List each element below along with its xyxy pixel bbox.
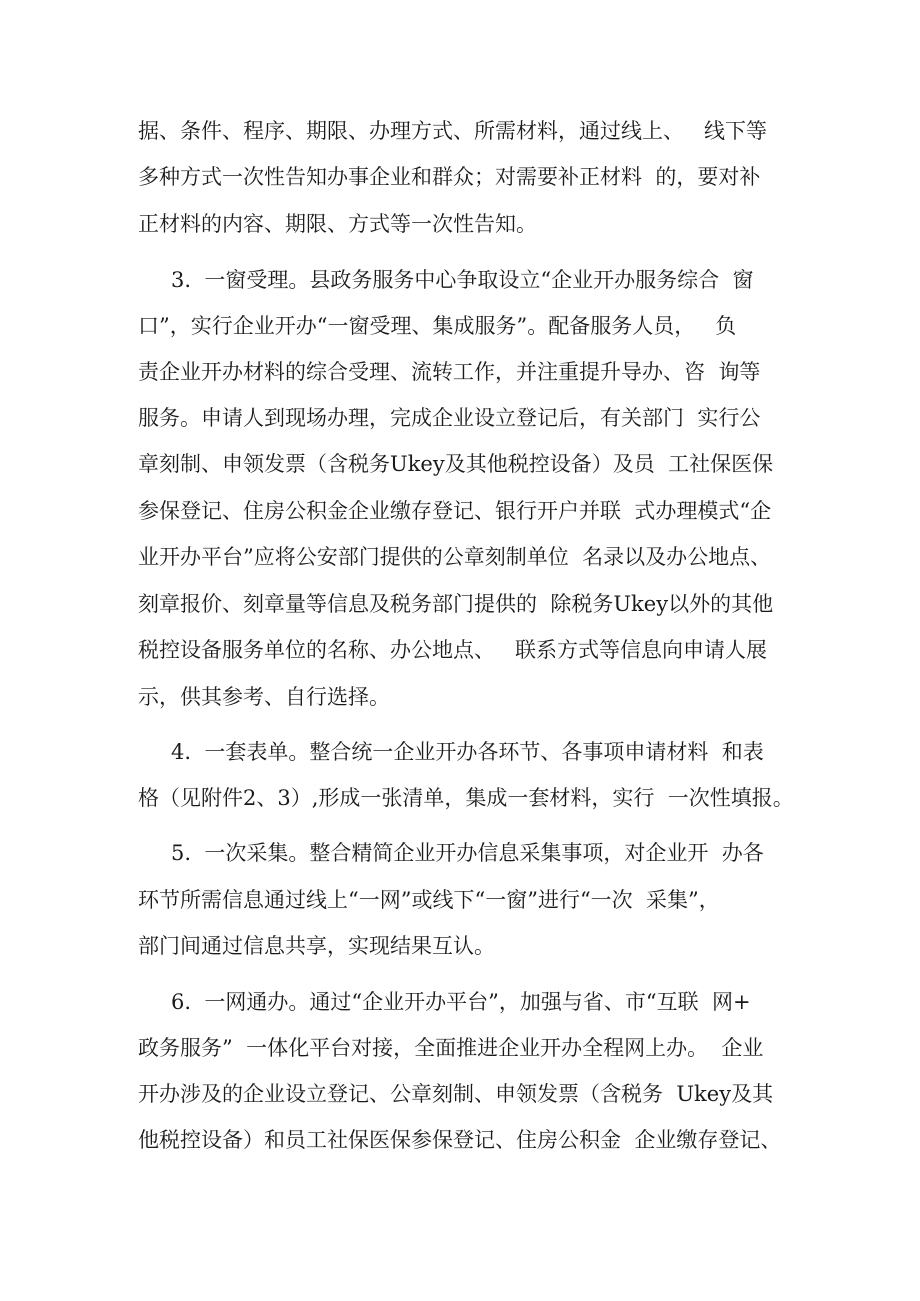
text-line: 正材料的内容、期限、方式等一次性告知。 [138,212,537,236]
text-line: 开办涉及的企业设立登记、公章刻制、申领发票（含税务 Ukey及其 [138,1082,774,1106]
text-line: 政务服务” 一体化平台对接，全面推进企业开办全程网上办。 企业 [138,1036,764,1060]
text-line: 4. 一套表单。整合统一企业开办各环节、各事项申请材料 和表 [171,740,764,764]
text-line: 5. 一次采集。整合精简企业开办信息采集事项，对企业开 办各 [171,841,764,865]
text-line: 刻章报价、刻章量等信息及税务部门提供的 除税务Ukey以外的其他 [138,592,774,616]
text-line: 3. 一窗受理。县政务服务中心争取设立“企业开办服务综合 窗 [171,268,754,292]
text-line: 服务。申请人到现场办理，完成企业设立登记后，有关部门 实行公 [138,406,761,430]
text-line: 章刻制、申领发票（含税务Ukey及其他税控设备）及员 工社保医保 [138,452,774,476]
text-line: 参保登记、住房公积金企业缴存登记、银行开户并联 式办理模式“企 [138,499,772,523]
text-line: 据、条件、程序、期限、办理方式、所需材料，通过线上、 线下等 [138,119,768,143]
text-line: 多种方式一次性告知办事企业和群众；对需要补正材料 的，要对补 [138,165,761,189]
text-line: 责企业开办材料的综合受理、流转工作，并注重提升导办、咨 询等 [138,360,761,384]
text-line: 他税控设备）和员工社保医保参保登记、住房公积金 企业缴存登记、 [138,1128,782,1152]
text-line: 环节所需信息通过线上“一网”或线下“一窗”进行“一次 采集”， [138,888,720,912]
text-line: 示，供其参考、自行选择。 [138,685,390,709]
text-line: 税控设备服务单位的名称、办公地点、 联系方式等信息向申请人展 [138,638,768,662]
text-line: 格（见附件2、3）,形成一张清单，集成一套材料，实行 一次性填报。 [138,786,794,810]
text-line: 6. 一网通办。通过“企业开办平台”，加强与省、市“互联 网+ [171,990,751,1014]
text-line: 部门间通过信息共享，实现结果互认。 [138,934,495,958]
text-line: 口”，实行企业开办“一窗受理、集成服务”。配备服务人员， 负 [138,314,737,338]
text-line: 业开办平台”应将公安部门提供的公章刻制单位 名录以及办公地点、 [138,545,772,569]
